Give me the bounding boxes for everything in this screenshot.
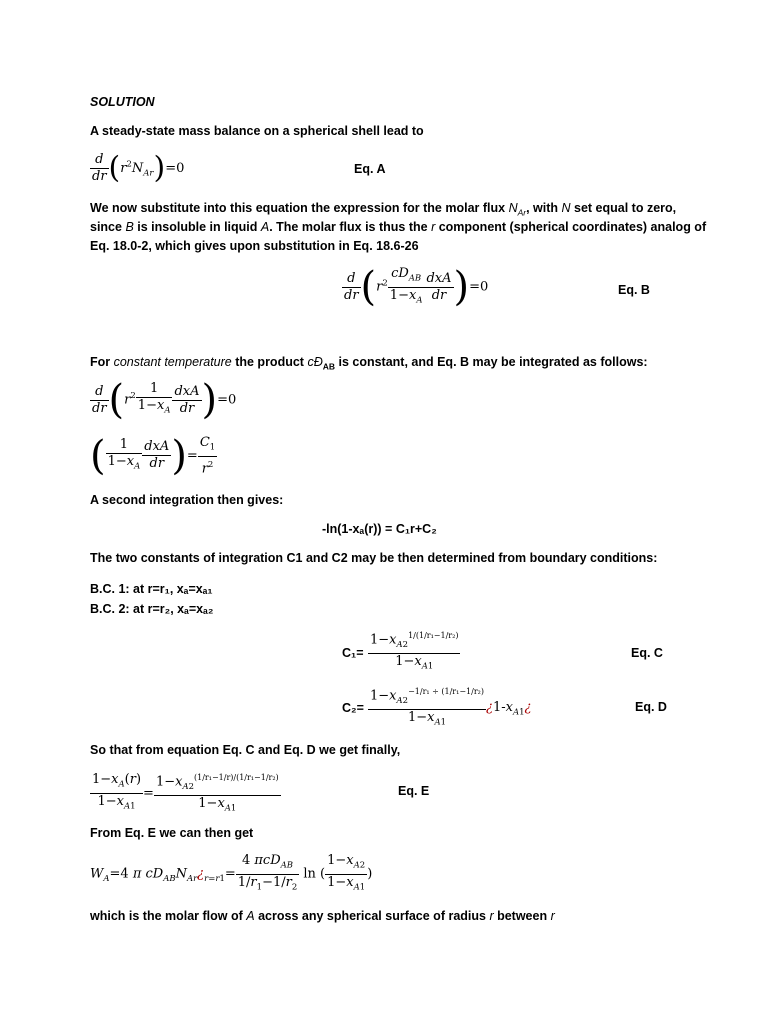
eq-a-label: Eq. A [354,162,386,176]
eq-d-label: Eq. D [635,700,667,714]
boundary-condition-2: B.C. 2: at r=r₂, xₐ=xₐ₂ [90,602,214,616]
second-integration-text: A second integration then gives: [90,493,284,507]
equation-a: $\frac{d}{dr}$ $(r^2N_{Ar})=0$ [92,150,185,186]
c1-label: C₁= [342,646,364,660]
equation-b: $\frac{d}{dr}$ ($r^2$ $\frac{cD_{AB}}{1-x_A}$ $\frac{\text{dxA}}{dr}$ )=0 [344,264,489,311]
equation-c: $\frac{1-x_{A2}^{1/(1/r_1-1/r_2)}}{1-x_{A1}}$ [368,628,460,675]
paragraph-1-line-2: since B is insoluble in liquid A. The molar flux is thus the r component (spherical coordinates) analog of [90,220,707,234]
paragraph-1-line-3: Eq. 18.0-2, which gives upon substitution in Eq. 18.6-26 [90,239,419,253]
equation-molar-flow: $W_A=4$ π $cD_{AB}N_{Ar}¿_{r=r1}=$ $\frac{4 \pi cD_{AB}}{1/r_1-1/r_2}$ ln ( $\frac{1-x_{A2}}{1-x_{A1}}$ ) [90,853,373,893]
equation-integration-1: $\frac{d}{dr}$ ($r^2$ $\frac{1}{1-x_A}$ $\frac{\text{dxA}}{dr}$ )=0 [92,377,237,423]
c2-label: C₂= [342,701,364,715]
log-equation: -ln(1-xₐ(r)) = C₁r+C₂ [322,522,437,536]
boundary-condition-1: B.C. 1: at r=r₁, xₐ=xₐ₁ [90,582,213,596]
intro-text: A steady-state mass balance on a spherical shell lead to [90,124,424,138]
closing-text: which is the molar flow of A across any spherical surface of radius r between r [90,909,555,923]
eq-c-label: Eq. C [631,646,663,660]
so-that-text: So that from equation Eq. C and Eq. D we get finally, [90,743,401,757]
equation-e: $\frac{1-x_A(r)}{1-x_{A1}}$ = $\frac{1-x_{A2}^{(1/r_1-1/r)/(1/r_1-1/r_2)}}{1-x_{A1}}$ [90,770,281,817]
solution-heading: SOLUTION [90,95,155,109]
eq-b-label: Eq. B [618,283,650,297]
equation-d: $\frac{1-x_{A2}^{-1/r_1 \div (1/r_1-1/r_2)}}{1-x_{A1}}$ ¿$1-x_{A1}¿$ [368,684,532,731]
paragraph-2: For constant temperature the product $cĐ_{AB}$ is constant, and Eq. B may be integrated as follows: [90,355,648,372]
equation-integration-2: ( $\frac{1}{1-x_A}$ $\frac{\text{dxA}}{dr}$ )= $\frac{C_1}{r^2}$ [90,432,216,479]
paragraph-1-line-1: We now substitute into this equation the expression for the molar flux $N_{Ar}$, with N set equal to zero, [90,201,677,218]
constants-text: The two constants of integration C1 and C2 may be then determined from boundary conditions: [90,551,658,565]
from-eq-e-text: From Eq. E we can then get [90,826,254,840]
eq-e-label: Eq. E [398,784,430,798]
